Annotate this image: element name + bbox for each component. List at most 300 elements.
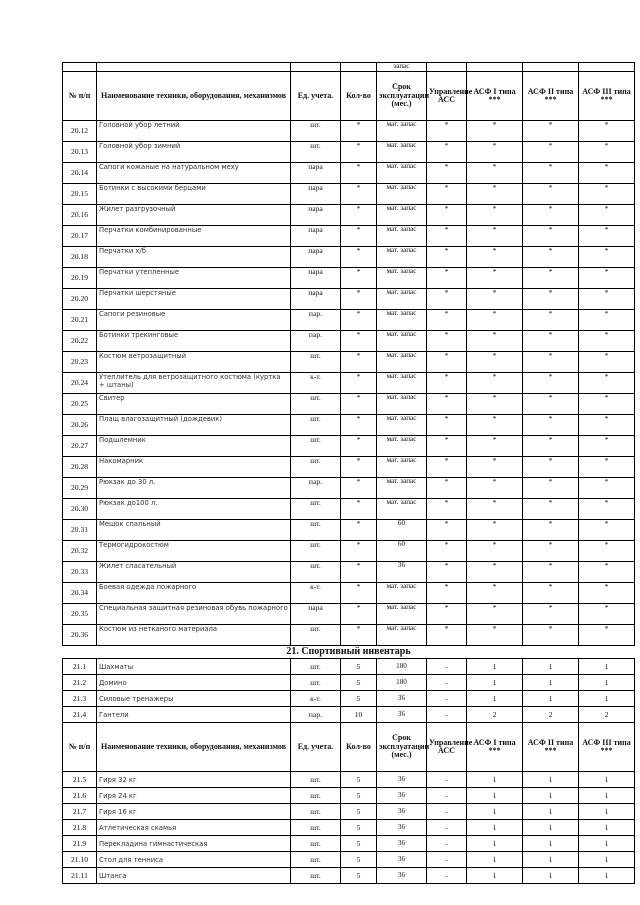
header-num: № п/п [63,723,97,772]
row-num: 20.34 [63,583,97,604]
row-upr: - [427,836,467,852]
row-asf2: 1 [523,772,579,788]
row-srok: мат. запас [377,415,427,436]
row-name: Утеплитель для ветрозащитного костюма (куртка + штаны) [97,373,291,394]
row-name: Гиря 32 кг [97,772,291,788]
row-asf3: * [579,226,635,247]
row-srok: мат. запас [377,478,427,499]
row-asf2: * [523,415,579,436]
row-upr: * [427,541,467,562]
row-num: 20.28 [63,457,97,478]
table-row [63,691,635,707]
section-row [63,646,635,659]
row-asf1: * [467,184,523,205]
row-asf1: * [467,289,523,310]
row-qty: * [341,247,377,268]
row-qty: 5 [341,852,377,868]
row-upr: * [427,331,467,352]
table-row [63,625,635,646]
row-upr: - [427,804,467,820]
table-row [63,868,635,884]
row-asf2: * [523,121,579,142]
row-qty: * [341,520,377,541]
row-upr: * [427,226,467,247]
row-asf3: * [579,142,635,163]
header-row-2 [63,723,635,772]
table-row [63,562,635,583]
row-asf2: 1 [523,691,579,707]
row-asf1: 1 [467,675,523,691]
row-asf3: * [579,331,635,352]
row-name: Специальная защитная резиновая обувь пожарного [97,604,291,625]
row-srok: 36 [377,836,427,852]
row-num: 21.10 [63,852,97,868]
header-unit: Ед. учета. [291,72,341,121]
row-srok: 36 [377,691,427,707]
row-srok: мат. запас [377,163,427,184]
row-name: Силовые тренажеры [97,691,291,707]
table-row [63,836,635,852]
header-name: Наименование техники, оборудования, механизмов [97,72,291,121]
row-asf2: 1 [523,836,579,852]
row-qty: * [341,121,377,142]
row-srok: 36 [377,804,427,820]
row-srok: мат. запас [377,142,427,163]
row-qty: * [341,310,377,331]
table-row [63,541,635,562]
carryover-row [63,63,635,72]
row-asf3: * [579,289,635,310]
row-unit: пара [291,268,341,289]
row-srok: 180 [377,675,427,691]
row-asf3: 1 [579,820,635,836]
row-name: Свитер [97,394,291,415]
row-unit: шт. [291,436,341,457]
table-row [63,804,635,820]
row-upr: * [427,205,467,226]
row-asf3: 1 [579,836,635,852]
row-name: Перчатки х/б [97,247,291,268]
section-title: 21. Спортивный инвентарь [63,646,635,659]
header-srok: Срок эксплуатации (мес.) [377,72,427,121]
row-asf2: 1 [523,820,579,836]
row-upr: * [427,562,467,583]
row-unit: шт. [291,836,341,852]
row-asf1: * [467,457,523,478]
row-srok: мат. запас [377,499,427,520]
table-row [63,788,635,804]
row-num: 20.33 [63,562,97,583]
table-row [63,121,635,142]
row-asf2: * [523,142,579,163]
row-qty: 5 [341,820,377,836]
header-asf3: АСФ III типа *** [579,72,635,121]
row-asf1: * [467,142,523,163]
row-qty: * [341,226,377,247]
table-row [63,520,635,541]
row-upr: * [427,625,467,646]
row-asf2: * [523,268,579,289]
row-upr: * [427,268,467,289]
row-qty: * [341,289,377,310]
row-asf3: * [579,436,635,457]
row-srok: 36 [377,707,427,723]
row-name: Рюкзак до100 л. [97,499,291,520]
row-qty: * [341,268,377,289]
table-row [63,184,635,205]
row-asf1: * [467,226,523,247]
row-asf3: * [579,247,635,268]
header-asf3: АСФ III типа *** [579,723,635,772]
header-asf1: АСФ I типа *** [467,723,523,772]
row-num: 20.20 [63,289,97,310]
row-asf2: * [523,625,579,646]
row-qty: * [341,625,377,646]
header-num: № п/п [63,72,97,121]
row-qty: 5 [341,659,377,675]
row-asf3: * [579,184,635,205]
row-asf3: * [579,520,635,541]
row-asf3: * [579,310,635,331]
row-asf1: 2 [467,707,523,723]
row-qty: 5 [341,788,377,804]
row-name: Термогидрокостюм [97,541,291,562]
row-unit: шт. [291,804,341,820]
row-asf2: * [523,289,579,310]
row-name: Плащ влагозащитный (дождевик) [97,415,291,436]
row-num: 20.35 [63,604,97,625]
row-srok: мат. запас [377,373,427,394]
row-name: Стол для тенниса [97,852,291,868]
row-qty: * [341,415,377,436]
row-asf1: * [467,562,523,583]
row-unit: пара [291,163,341,184]
row-name: Атлетическая скамья [97,820,291,836]
row-name: Жилет спасательный [97,562,291,583]
table-row [63,675,635,691]
row-asf1: * [467,331,523,352]
row-asf2: * [523,499,579,520]
table-row [63,583,635,604]
row-asf1: * [467,268,523,289]
row-srok: 36 [377,852,427,868]
row-name: Сапоги кожаные на натуральном меху [97,163,291,184]
header-asf2: АСФ II типа *** [523,723,579,772]
row-unit: к-т. [291,691,341,707]
row-name: Костюм из нетканого материала [97,625,291,646]
row-asf1: * [467,625,523,646]
row-num: 21.1 [63,659,97,675]
row-asf1: * [467,436,523,457]
row-num: 20.27 [63,436,97,457]
table-row [63,852,635,868]
row-asf2: 1 [523,868,579,884]
row-num: 21.4 [63,707,97,723]
row-unit: к-т. [291,583,341,604]
row-asf3: 1 [579,868,635,884]
table-row [63,310,635,331]
row-srok: мат. запас [377,226,427,247]
row-asf2: * [523,583,579,604]
row-name: Штанга [97,868,291,884]
row-srok: мат. запас [377,310,427,331]
row-asf2: * [523,562,579,583]
row-qty: * [341,478,377,499]
row-asf2: 2 [523,707,579,723]
row-asf2: * [523,247,579,268]
row-srok: 180 [377,659,427,675]
header-asf2: АСФ II типа *** [523,72,579,121]
row-unit: пара [291,604,341,625]
row-asf1: 1 [467,852,523,868]
row-qty: * [341,436,377,457]
row-asf1: * [467,121,523,142]
row-qty: 5 [341,836,377,852]
row-asf3: 2 [579,707,635,723]
row-asf3: * [579,583,635,604]
row-qty: * [341,457,377,478]
row-asf1: * [467,163,523,184]
row-unit: шт. [291,772,341,788]
row-asf3: * [579,373,635,394]
row-asf1: * [467,499,523,520]
row-asf3: * [579,478,635,499]
row-asf1: 1 [467,868,523,884]
row-name: Накомарник [97,457,291,478]
row-unit: пар. [291,310,341,331]
row-asf3: 1 [579,788,635,804]
row-qty: * [341,541,377,562]
row-upr: * [427,163,467,184]
row-qty: 5 [341,772,377,788]
row-upr: - [427,852,467,868]
row-num: 21.11 [63,868,97,884]
table-row [63,289,635,310]
row-unit: шт. [291,352,341,373]
row-num: 20.22 [63,331,97,352]
row-asf2: * [523,205,579,226]
row-upr: * [427,373,467,394]
row-asf2: * [523,373,579,394]
row-srok: мат. запас [377,205,427,226]
row-unit: шт. [291,675,341,691]
row-qty: 10 [341,707,377,723]
row-srok: мат. запас [377,604,427,625]
header-qty: Кол-во [341,723,377,772]
row-name: Домино [97,675,291,691]
row-asf1: 1 [467,788,523,804]
table-row [63,415,635,436]
row-unit: шт. [291,394,341,415]
row-num: 20.15 [63,184,97,205]
row-qty: * [341,604,377,625]
table-row [63,331,635,352]
row-asf1: 1 [467,804,523,820]
table-row [63,659,635,675]
row-unit: шт. [291,868,341,884]
row-unit: шт. [291,520,341,541]
row-asf1: * [467,478,523,499]
row-name: Гиря 16 кг [97,804,291,820]
row-num: 20.26 [63,415,97,436]
row-asf3: * [579,121,635,142]
row-asf3: 1 [579,804,635,820]
row-upr: * [427,310,467,331]
row-upr: * [427,289,467,310]
row-num: 21.5 [63,772,97,788]
row-num: 20.12 [63,121,97,142]
row-num: 20.31 [63,520,97,541]
row-unit: шт. [291,562,341,583]
row-num: 20.29 [63,478,97,499]
row-unit: пара [291,205,341,226]
table-row [63,268,635,289]
row-name: Подшлемник [97,436,291,457]
row-asf2: 1 [523,675,579,691]
row-asf3: * [579,268,635,289]
header-unit: Ед. учета. [291,723,341,772]
row-srok: мат. запас [377,436,427,457]
row-srok: мат. запас [377,184,427,205]
row-upr: * [427,436,467,457]
row-num: 21.9 [63,836,97,852]
table-row [63,394,635,415]
row-asf2: * [523,310,579,331]
row-asf1: * [467,541,523,562]
row-unit: пар. [291,478,341,499]
row-name: Гиря 24 кг [97,788,291,804]
row-qty: 5 [341,868,377,884]
row-asf1: * [467,394,523,415]
row-asf3: * [579,205,635,226]
row-asf2: * [523,331,579,352]
row-asf1: * [467,310,523,331]
row-upr: * [427,583,467,604]
row-unit: шт. [291,415,341,436]
row-asf3: * [579,394,635,415]
row-asf3: 1 [579,772,635,788]
row-unit: пара [291,247,341,268]
table-row [63,457,635,478]
row-qty: * [341,373,377,394]
row-name: Боевая одежда пожарного [97,583,291,604]
row-asf3: * [579,499,635,520]
row-upr: * [427,247,467,268]
row-qty: * [341,352,377,373]
row-num: 20.32 [63,541,97,562]
row-asf2: * [523,352,579,373]
row-num: 20.23 [63,352,97,373]
row-asf3: * [579,457,635,478]
row-name: Ботинки с высокими берцами [97,184,291,205]
equipment-table [62,62,635,884]
row-asf3: * [579,625,635,646]
row-num: 20.21 [63,310,97,331]
row-srok: 36 [377,820,427,836]
table-row [63,604,635,625]
row-asf1: * [467,520,523,541]
row-asf3: * [579,415,635,436]
row-num: 20.30 [63,499,97,520]
row-num: 20.14 [63,163,97,184]
row-upr: * [427,394,467,415]
row-name: Сапоги резиновые [97,310,291,331]
row-name: Жилет разгрузочный [97,205,291,226]
row-name: Гантели [97,707,291,723]
row-upr: - [427,707,467,723]
row-srok: мат. запас [377,625,427,646]
row-upr: * [427,520,467,541]
row-asf1: 1 [467,772,523,788]
equipment-table-page [62,62,634,884]
header-name: Наименование техники, оборудования, механизмов [97,723,291,772]
row-upr: * [427,142,467,163]
row-name: Головной убор зимний [97,142,291,163]
row-qty: 5 [341,691,377,707]
carryover-srok: запас [377,63,427,72]
row-name: Перекладина гимнастическая [97,836,291,852]
row-srok: мат. запас [377,289,427,310]
row-upr: * [427,478,467,499]
row-asf3: * [579,541,635,562]
row-unit: пар. [291,707,341,723]
row-qty: * [341,583,377,604]
row-unit: шт. [291,457,341,478]
row-unit: шт. [291,541,341,562]
row-unit: пар. [291,331,341,352]
row-upr: * [427,121,467,142]
row-asf2: 1 [523,852,579,868]
row-srok: 36 [377,868,427,884]
row-num: 20.19 [63,268,97,289]
row-asf3: 1 [579,675,635,691]
row-name: Костюм ветрозащитный [97,352,291,373]
row-unit: шт. [291,499,341,520]
row-name: Перчатки утепленные [97,268,291,289]
row-asf3: 1 [579,852,635,868]
row-unit: пара [291,226,341,247]
row-qty: * [341,142,377,163]
row-asf2: * [523,478,579,499]
row-unit: к-т. [291,373,341,394]
row-num: 20.17 [63,226,97,247]
table-row [63,226,635,247]
row-unit: шт. [291,788,341,804]
row-upr: - [427,675,467,691]
table-row [63,373,635,394]
row-upr: - [427,659,467,675]
row-qty: * [341,331,377,352]
header-srok: Срок эксплуатации (мес.) [377,723,427,772]
row-upr: * [427,604,467,625]
row-asf3: * [579,562,635,583]
table-row [63,163,635,184]
row-num: 21.8 [63,820,97,836]
row-asf2: * [523,520,579,541]
row-qty: * [341,394,377,415]
row-asf1: * [467,583,523,604]
row-upr: - [427,788,467,804]
row-unit: шт. [291,852,341,868]
row-asf3: 1 [579,691,635,707]
row-srok: мат. запас [377,583,427,604]
row-asf1: 1 [467,659,523,675]
row-qty: * [341,499,377,520]
table-row [63,772,635,788]
row-unit: шт. [291,142,341,163]
row-asf2: 1 [523,659,579,675]
header-asf1: АСФ I типа *** [467,72,523,121]
